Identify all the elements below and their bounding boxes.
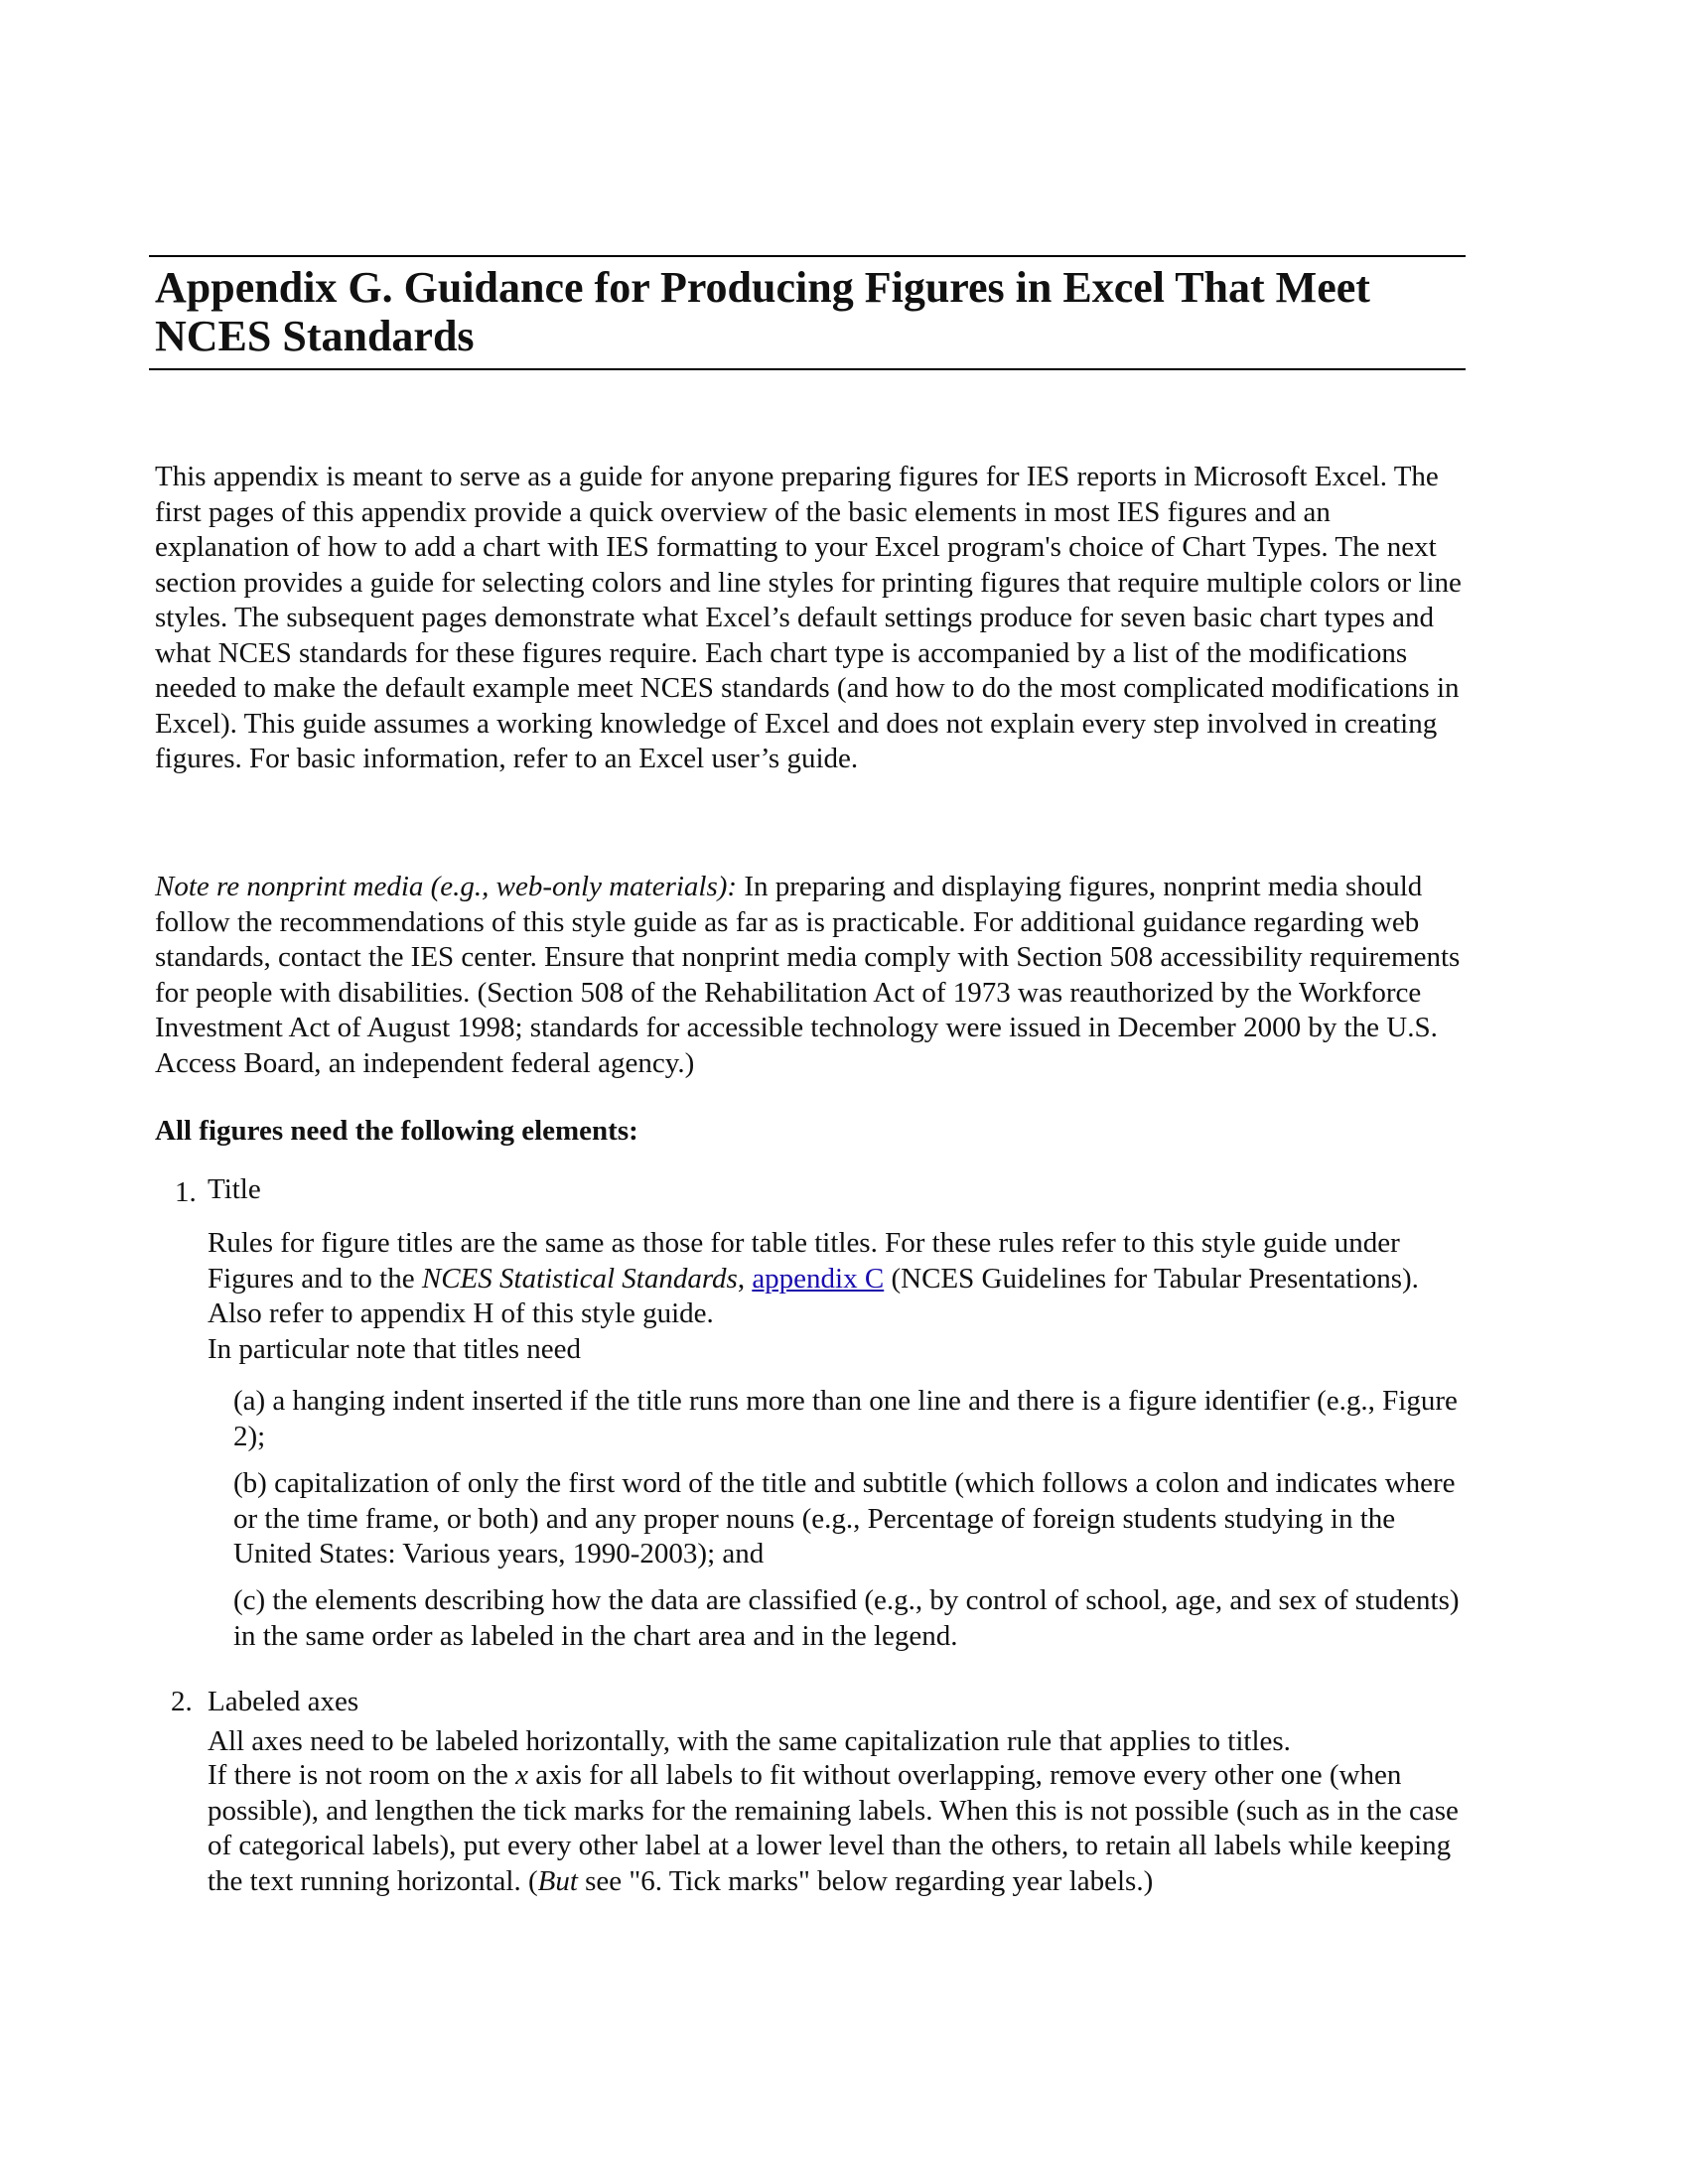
note-text: In preparing and displaying figures, nonprint media should follow the recommendations of this style guide as far as is practicable. For additional guidance regarding web standards, contact the IES center. Ensure that nonprint media comply with Section 508 accessibility requirements for people with disabilities. (Section 508 of the Rehabilitation Act of 1973 was reauthorized by the Workforce Investment Act of August 1998; standards for accessible technology were issued in December 2000 by the U.S. Access Board, an independent federal agency.) [155, 871, 1461, 1079]
intro-paragraph: This appendix is meant to serve as a guide for anyone preparing figures for IES reports in Microsoft Excel. The first pages of this appendix provide a quick overview of the basic elements in most IES figures and an explanation of how to add a chart with IES formatting to your Excel program's choice of Chart Types. The next section provides a guide for selecting colors and line styles for printing figures that require multiple colors or line styles. The subsequent pages demonstrate what Excel’s default settings produce for seven basic chart types and what NCES standards for these figures require. Each chart type is accompanied by a list of the modifications needed to make the default example meet NCES standards (and how to do the most complicated modifications in Excel). This guide assumes a working knowledge of Excel and does not explain every step involved in creating figures. For basic information, refer to an Excel user’s guide. [155, 461, 1462, 774]
page-title: Appendix G. Guidance for Producing Figures in Excel That Meet NCES Standards [155, 263, 1370, 360]
rules-comma: , [737, 1262, 753, 1295]
note-label: Note re nonprint media (e.g., web-only materials): [155, 871, 738, 902]
item-1-rules [208, 1226, 1469, 1332]
rules-text-1: Rules for figure titles are the same as those for table titles. For these rules refer to this style guide under Figures and to the [208, 1227, 1400, 1295]
x-axis-italic: x [515, 1759, 528, 1791]
item-2-text-a: If there is not room on the [208, 1759, 516, 1791]
note-paragraph [155, 870, 1466, 1081]
rules-text-2: (NCES Guidelines for Tabular Presentations). Also refer to appendix H of this style guide. [208, 1262, 1419, 1329]
item-2-number: 2. [171, 1686, 193, 1717]
elements-heading: All figures need the following elements: [155, 1115, 638, 1147]
item-2-line1: All axes need to be labeled horizontally, with the same capitalization rule that applies to titles. [208, 1725, 1291, 1757]
item-1-in-particular: In particular note that titles need [208, 1333, 582, 1365]
item-1-sub-b: (b) capitalization of only the first word of the title and subtitle (which follows a colon and indicates where or the time frame, or both) and any proper nouns (e.g., Percentage of foreign students studying in the United States: Various years, 1990-2003); and [233, 1467, 1456, 1570]
rules-italic-title: NCES Statistical Standards [421, 1262, 738, 1295]
item-1-heading: Title [208, 1173, 261, 1205]
item-2-paragraph [208, 1758, 1469, 1899]
item-2-heading: Labeled axes [208, 1686, 359, 1717]
item-2-text-b: axis for all labels to fit without overlapping, remove every other one (when possible), and lengthen the tick marks for the remaining labels. When this is not possible (such as in the case of categorical labels), put every other label at a lower level than the others, to retain all labels while keeping the text running horizontal. ( [208, 1759, 1459, 1897]
item-1-sub-c: (c) the elements describing how the data are classified (e.g., by control of school, age, and sex of students) in the same order as labeled in the chart area and in the legend. [233, 1584, 1460, 1652]
appendix-c-link[interactable]: appendix C [752, 1262, 885, 1295]
item-1-sub-a: (a) a hanging indent inserted if the title runs more than one line and there is a figure identifier (e.g., Figure 2); [233, 1385, 1458, 1452]
item-1-number: 1. [175, 1176, 197, 1208]
but-italic: But [537, 1864, 578, 1897]
title-block [149, 255, 1466, 370]
item-2-text-c: see "6. Tick marks" below regarding year labels.) [577, 1864, 1154, 1897]
